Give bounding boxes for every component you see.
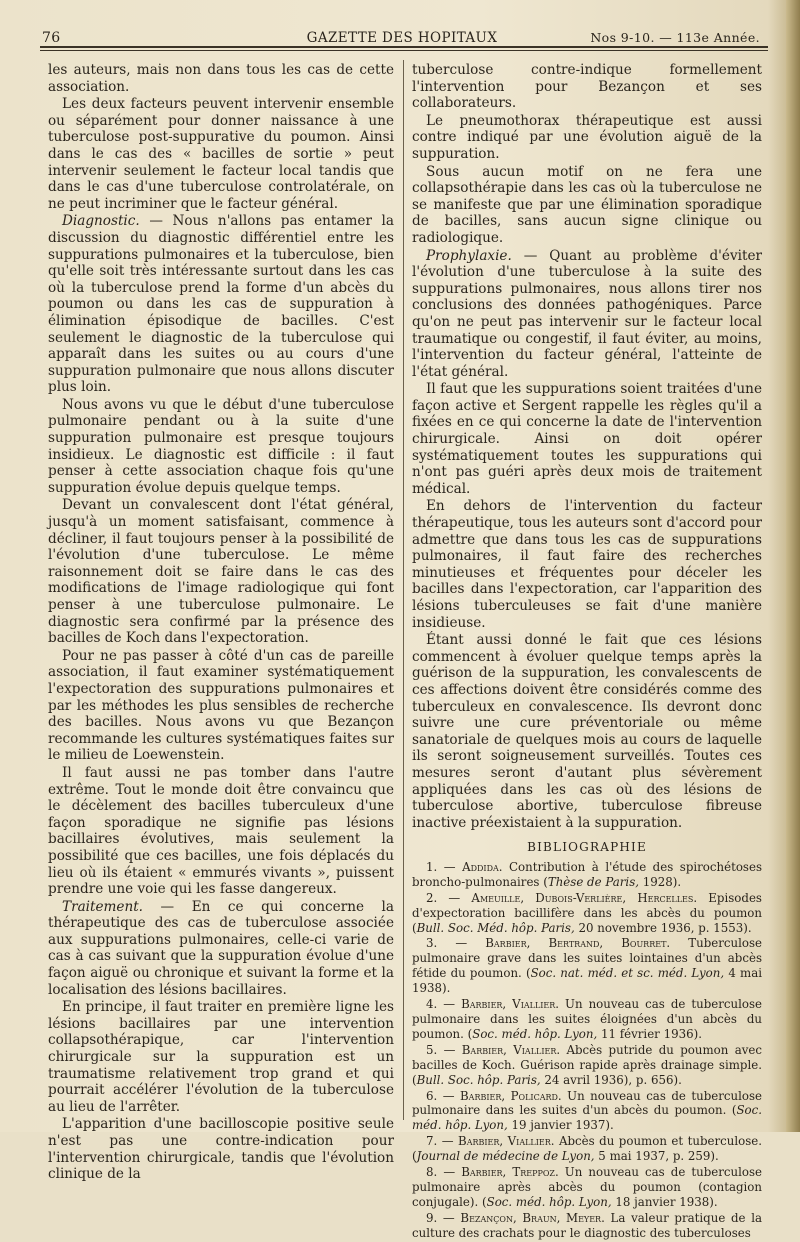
section-heading: Prophylaxie. (426, 247, 512, 264)
paragraph: Nous avons vu que le début d'une tuberculose pulmonaire pendant ou à la suite d'une suppuration pulmonaire est presque toujours insidieux. Le diagnostic est difficile : il faut penser à cette association chaque fois qu'une suppuration évolue depuis quelque temps. (48, 396, 394, 496)
column-divider (403, 60, 404, 1120)
bibliography-list (412, 860, 762, 1241)
paragraph-text: — Nous n'allons pas entamer la discussion du diagnostic différentiel entre les suppurations pulmonaires et la tuberculose, bien qu'elle soit très intéressante surtout dans les cas où la tuberculose prend la forme d'un abcès du poumon ou dans les cas de suppuration à élimination épisodique de bacilles. C'est seulement le diagnostic de la tuberculose qui apparaît dans les suites ou au cours d'une suppuration pulmonaire que nous allons discuter plus loin. (48, 213, 394, 396)
bibliography-entry: 3. — Barbier, Bertrand, Bourret. Tuberculose pulmonaire grave dans les suites lointaines d'un abcès fétide du poumon. (Soc. nat. méd. et sc. méd. Lyon, 4 mai 1938). (412, 936, 762, 996)
paragraph-text: — En ce qui concerne la thérapeutique des cas de tuberculose associée aux suppurations pulmonaires, celle-ci varie de cas à cas suivant que la suppuration évolue d'une façon aiguë ou chronique et suivant la forme et la localisation des lésions bacillaires. (48, 898, 394, 998)
paragraph: En principe, il faut traiter en première ligne les lésions bacillaires par une intervention collapsothérapique, car l'intervention chirurgicale sur la suppuration est un traumatisme relativement trop grand et qui pourrait accélérer l'évolution de la tuberculose au lieu de l'arrêter. (48, 999, 394, 1115)
paragraph: Étant aussi donné le fait que ces lésions commencent à évoluer quelque temps après la guérison de la suppuration, les convalescents de ces affections doivent être considérés comme des tuberculeux en convalescence. Ils devront donc suivre une cure préventoriale ou même sanatoriale de quelques mois au cours de laquelle ils seront soigneusement surveillés. Toutes ces mesures seront d'autant plus sévèrement appliquées dans les cas où des lésions de tuberculose abortive, tuberculose fibreuse inactive préexistaient à la suppuration. (412, 632, 762, 831)
journal-name: GAZETTE DES HOPITAUX (306, 30, 498, 46)
bibliography-entry: 6. — Barbier, Policard. Un nouveau cas de tuberculose pulmonaire dans les suites d'un abcès du poumon. (Soc. méd. hôp. Lyon, 19 janvier 1937). (412, 1088, 763, 1133)
paragraph: Le pneumothorax thérapeutique est aussi contre indiqué par une évolution aiguë de la suppuration. (412, 112, 762, 162)
paragraph: En dehors de l'intervention du facteur thérapeutique, tous les auteurs sont d'accord pour admettre que dans tous les cas de suppurations pulmonaires, il faut faire des recherches minutieuses et fréquentes pour déceler les bacilles dans l'expectoration, car l'apparition des lésions tuberculeuses se fait d'une manière insidieuse. (412, 498, 762, 631)
paragraph-diagnostic (48, 213, 394, 396)
paragraph-text: — Quant au problème d'éviter l'évolution d'une tuberculose à la suite des suppurations pulmonaires, nous allons tirer nos conclusions des données pathogéniques. Parce qu'on ne peut pas intervenir sur le facteur local traumatique ou congestif, il faut éviter, au moins, l'intervention du facteur général, l'atteinte de l'état général. (412, 247, 762, 380)
header-rule-thin (40, 50, 768, 51)
paragraph: Il faut aussi ne pas tomber dans l'autre extrême. Tout le monde doit être convaincu que le décèlement des bacilles tuberculeux d'une façon sporadique ne signifie pas lésions bacillaires évolutives, mais seulement la possibilité que ces bacilles, une fois déplacés du lieu où ils étaient « emmurés vivants », puissent prendre une voie qui les fasse dangereux. (48, 764, 394, 898)
bibliography-entry: 2. — Ameuille, Dubois-Verlière, Hercelles. Episodes d'expectoration bacillifère dans les abcès du poumon (Bull. Soc. Méd. hôp. Paris, 20 novembre 1936, p. 1553). (412, 890, 762, 935)
paragraph: les auteurs, mais non dans tous les cas de cette association. (48, 62, 394, 95)
paragraph: Pour ne pas passer à côté d'un cas de pareille association, il faut examiner systématiquement l'expectoration des suppurations pulmonaires et par les méthodes les plus sensibles de recherche des bacilles. Nous avons vu que Bezançon recommande les cultures systématiques faites sur le milieu de Loewenstein. (48, 647, 394, 764)
left-column (48, 62, 394, 1184)
bibliography-entry: 7. — Barbier, Viallier. Abcès du poumon et tuberculose. (Journal de médecine de Lyon, 5 mai 1937, p. 259). (412, 1134, 763, 1164)
bibliography-title: BIBLIOGRAPHIE (527, 840, 647, 855)
issue-info: Nos 9-10. — 113e Année. (590, 30, 760, 45)
header-rule (40, 46, 768, 48)
bibliography-entry: 9. — Bezançon, Braun, Meyer. La valeur pratique de la culture des crachats pour le diagnostic des tuberculoses (412, 1210, 763, 1240)
paragraph: L'apparition d'une bacilloscopie positive seule n'est pas une contre-indication pour l'intervention chirurgicale, tandis que l'évolution clinique de la (48, 1116, 394, 1183)
paragraph: Sous aucun motif on ne fera une collapsothérapie dans les cas où la tuberculose ne se manifeste que par une élimination sporadique de bacilles, sans aucun signe clinique ou radiologique. (412, 163, 762, 246)
section-heading: Traitement. (62, 898, 143, 915)
bibliography-entry: 1. — Addida. Contribution à l'étude des spirochétoses broncho-pulmonaires (Thèse de Paris, 1928). (412, 859, 763, 889)
page-number: 76 (42, 30, 61, 46)
paragraph: Les deux facteurs peuvent intervenir ensemble ou séparément pour donner naissance à une tuberculose post-suppurative du poumon. Ainsi dans le cas des « bacilles de sortie » peut intervenir seulement le facteur local tandis que dans le cas d'une tuberculose controlatérale, on ne peut incriminer que le facteur général. (48, 96, 394, 212)
paragraph: Devant un convalescent dont l'état général, jusqu'à un moment satisfaisant, commence à décliner, il faut toujours penser à la possibilité de l'évolution d'une tuberculose. Le même raisonnement doit se faire dans le cas des modifications de l'image radiologique qui font penser à une tuberculose pulmonaire. Le diagnostic sera confirmé par la présence des bacilles de Koch dans l'expectoration. (48, 497, 394, 647)
paragraph: Il faut que les suppurations soient traitées d'une façon active et Sergent rappelle les règles qu'il a fixées en ce qui concerne la date de l'intervention chirurgicale. Ainsi on doit opérer systématiquement toutes les suppurations qui n'ont pas guéri après deux mois de traitement médical. (412, 381, 762, 497)
paragraph-traitement (48, 899, 394, 999)
paragraph: tuberculose contre-indique formellement l'intervention pour Bezançon et ses collaborateurs. (412, 62, 762, 112)
bibliography-entry: 8. — Barbier, Treppoz. Un nouveau cas de tuberculose pulmonaire après abcès du poumon (contagion conjugale). (Soc. méd. hôp. Lyon, 18 janvier 1938). (412, 1165, 762, 1209)
page-edge-shadow (786, 0, 800, 1132)
paragraph-prophylaxie (412, 248, 762, 381)
right-column (412, 62, 762, 1242)
bibliography-entry: 4. — Barbier, Viallier. Un nouveau cas de tuberculose pulmonaire dans les suites éloignées d'un abcès du poumon. (Soc. méd. hôp. Lyon, 11 février 1936). (412, 997, 763, 1041)
section-heading: Diagnostic. (62, 213, 140, 230)
bibliography-entry: 5. — Barbier, Viallier. Abcès putride du poumon avec bacilles de Koch. Guérison rapide après drainage simple. (Bull. Soc. hôp. Paris, 24 avril 1936), p. 656). (412, 1042, 762, 1087)
